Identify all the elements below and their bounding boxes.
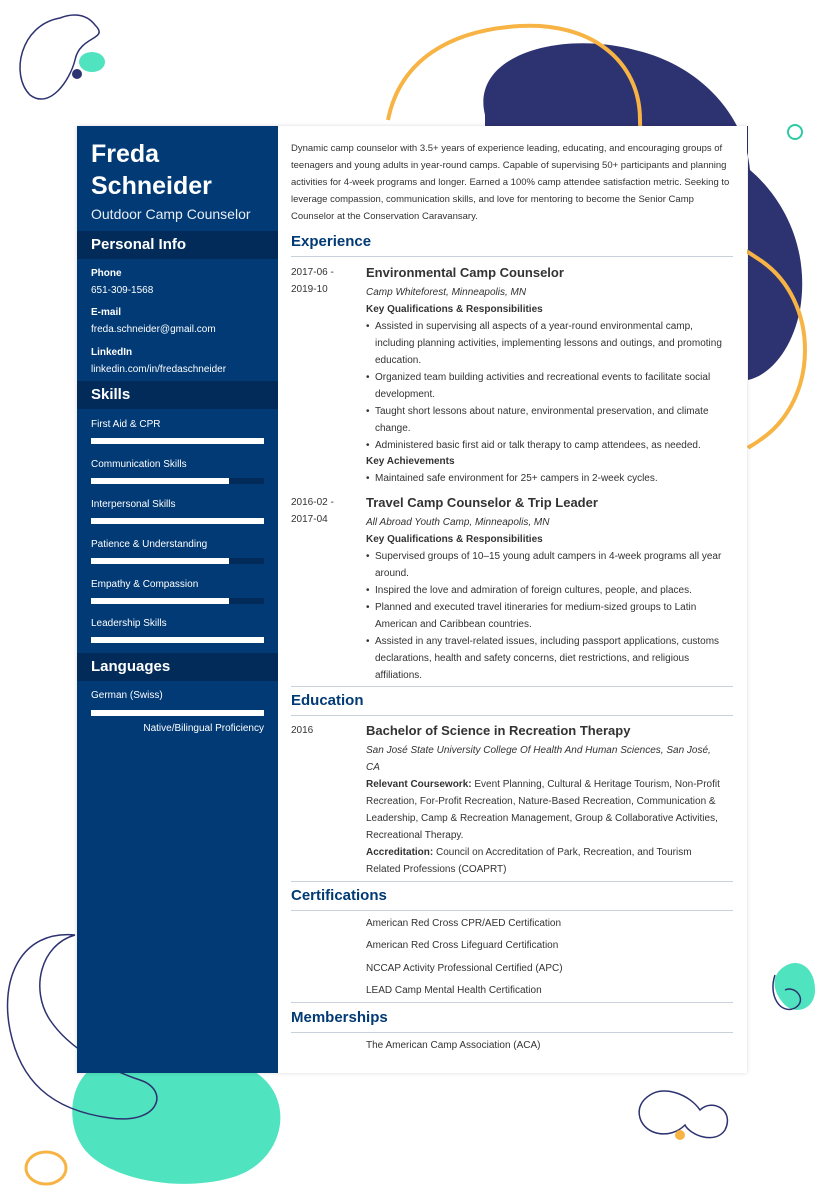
email-label: E-mail xyxy=(91,307,122,318)
skill-bar xyxy=(91,478,264,484)
orange-dot-shape xyxy=(675,1130,685,1140)
coursework-value: Event Planning, Cultural & Heritage Tourism, Non-Profit Recreation, For-Profit Recreation, Nature-Based Recreation, Communication & Leadership, Camp & Recreation Management, Group & Collaborative Activities, Recreational Therapy. xyxy=(366,779,720,841)
certification-item: American Red Cross Lifeguard Certification xyxy=(366,940,559,951)
language-bar-fill xyxy=(91,710,264,716)
job-title: Travel Camp Counselor & Trip Leader xyxy=(366,495,598,510)
job-resp-label: Key Qualifications & Responsibilities xyxy=(366,534,543,545)
skill-name: Interpersonal Skills xyxy=(91,499,176,510)
education-heading: Education xyxy=(291,692,733,716)
job-title: Environmental Camp Counselor xyxy=(366,265,564,280)
school-name: San José State University College Of Health And Human Sciences, San José, CA xyxy=(366,745,711,773)
language-name: German (Swiss) xyxy=(91,690,163,701)
languages-heading: Languages xyxy=(77,653,278,681)
sidebar xyxy=(77,126,278,1073)
orange-ring-bottom-shape xyxy=(26,1152,66,1184)
membership-item: The American Camp Association (ACA) xyxy=(366,1040,541,1051)
memberships-heading: Memberships xyxy=(291,1009,733,1033)
accreditation-value: Council on Accreditation of Park, Recreation, and Tourism Related Professions (COAPRT) xyxy=(366,847,692,875)
skill-bar xyxy=(91,598,264,604)
list-item: • Planned and executed travel itineraries for medium-sized groups to Latin American and Caribbean countries. xyxy=(366,599,731,633)
job-date-end: 2017-04 xyxy=(291,514,328,525)
coursework-text xyxy=(366,776,728,844)
certification-item: NCCAP Activity Professional Certified (APC) xyxy=(366,963,563,974)
degree-title: Bachelor of Science in Recreation Therapy xyxy=(366,723,631,738)
list-item: • Assisted in any travel-related issues, including passport applications, customs declarations, health and safety concerns, diet restrictions, and religious affiliations. xyxy=(366,633,731,684)
navy-dot-shape xyxy=(72,69,82,79)
phone-value: 651-309-1568 xyxy=(91,285,154,296)
list-item: • Assisted in supervising all aspects of a year-round environmental camp, including planning activities, implementing lessons and outings, and promoting education. xyxy=(366,318,731,369)
skill-name: Communication Skills xyxy=(91,459,187,470)
mint-dot-shape xyxy=(79,52,105,72)
section-divider xyxy=(291,881,733,882)
section-divider xyxy=(291,686,733,687)
education-year: 2016 xyxy=(291,725,314,736)
list-item: • Inspired the love and admiration of foreign cultures, people, and places. xyxy=(366,582,731,599)
skill-name: Patience & Understanding xyxy=(91,539,208,550)
candidate-role: Outdoor Camp Counselor xyxy=(91,206,251,222)
list-item: • Taught short lessons about nature, environmental preservation, and climate change. xyxy=(366,403,731,437)
job-company: Camp Whiteforest, Minneapolis, MN xyxy=(366,287,527,298)
candidate-name: Freda Schneider xyxy=(91,140,212,200)
email-value[interactable]: freda.schneider@gmail.com xyxy=(91,324,216,335)
phone-label: Phone xyxy=(91,268,122,279)
main-content xyxy=(291,126,733,1073)
job-bullets xyxy=(366,318,731,454)
skill-bar-fill xyxy=(91,438,264,444)
job-date-end: 2019-10 xyxy=(291,284,328,295)
skill-bar xyxy=(91,438,264,444)
resume-page xyxy=(77,126,747,1073)
job-date-start: 2017-06 - xyxy=(291,267,334,278)
list-item: • Maintained safe environment for 25+ campers in 2-week cycles. xyxy=(366,470,731,487)
dark-loop-bottom-right-shape xyxy=(639,1091,727,1138)
linkedin-label: LinkedIn xyxy=(91,347,133,358)
skill-bar xyxy=(91,518,264,524)
skill-name: Empathy & Compassion xyxy=(91,579,199,590)
skill-name: First Aid & CPR xyxy=(91,419,161,430)
personal-info-heading: Personal Info xyxy=(77,231,278,259)
job-ach-label: Key Achievements xyxy=(366,456,455,467)
skill-bar-fill xyxy=(91,558,229,564)
list-item: • Administered basic first aid or talk therapy to camp attendees, as needed. xyxy=(366,437,731,454)
skill-bar xyxy=(91,637,264,643)
job-bullets xyxy=(366,548,731,684)
skills-heading: Skills xyxy=(77,381,278,409)
language-bar xyxy=(91,710,264,716)
accreditation-label: Accreditation: xyxy=(366,847,434,858)
list-item: • Supervised groups of 10–15 young adult campers in 4-week programs all year around. xyxy=(366,548,731,582)
section-divider xyxy=(291,1002,733,1003)
linkedin-value[interactable]: linkedin.com/in/fredaschneider xyxy=(91,364,227,375)
certifications-heading: Certifications xyxy=(291,887,733,911)
job-achievements xyxy=(366,470,731,487)
certification-item: LEAD Camp Mental Health Certification xyxy=(366,985,542,996)
accreditation-text xyxy=(366,844,728,878)
mint-blob-right-shape xyxy=(775,963,815,1010)
skill-bar-fill xyxy=(91,598,229,604)
mint-ring-shape xyxy=(788,125,802,139)
skill-bar-fill xyxy=(91,478,229,484)
summary-text: Dynamic camp counselor with 3.5+ years of experience leading, educating, and encouraging groups of teenagers and young adults in year-round camps. Capable of supervising 50+ participants and planning activities for 4-week programs and longer. Earned a 100% camp attendee satisfaction metric. Seeking to leverage compassion, communication skills, and love for mentoring to become the Senior Camp Counselor at the Conservation Caravansary. xyxy=(291,143,730,222)
coursework-label: Relevant Coursework: xyxy=(366,779,472,790)
skill-bar-fill xyxy=(91,518,264,524)
skill-bar xyxy=(91,558,264,564)
skill-bar-fill xyxy=(91,637,264,643)
job-resp-label: Key Qualifications & Responsibilities xyxy=(366,304,543,315)
list-item: • Organized team building activities and recreational events to facilitate social development. xyxy=(366,369,731,403)
experience-heading: Experience xyxy=(291,233,733,257)
certification-item: American Red Cross CPR/AED Certification xyxy=(366,918,562,929)
job-company: All Abroad Youth Camp, Minneapolis, MN xyxy=(366,517,550,528)
skill-name: Leadership Skills xyxy=(91,618,167,629)
job-date-start: 2016-02 - xyxy=(291,497,334,508)
language-level: Native/Bilingual Proficiency xyxy=(143,723,264,734)
